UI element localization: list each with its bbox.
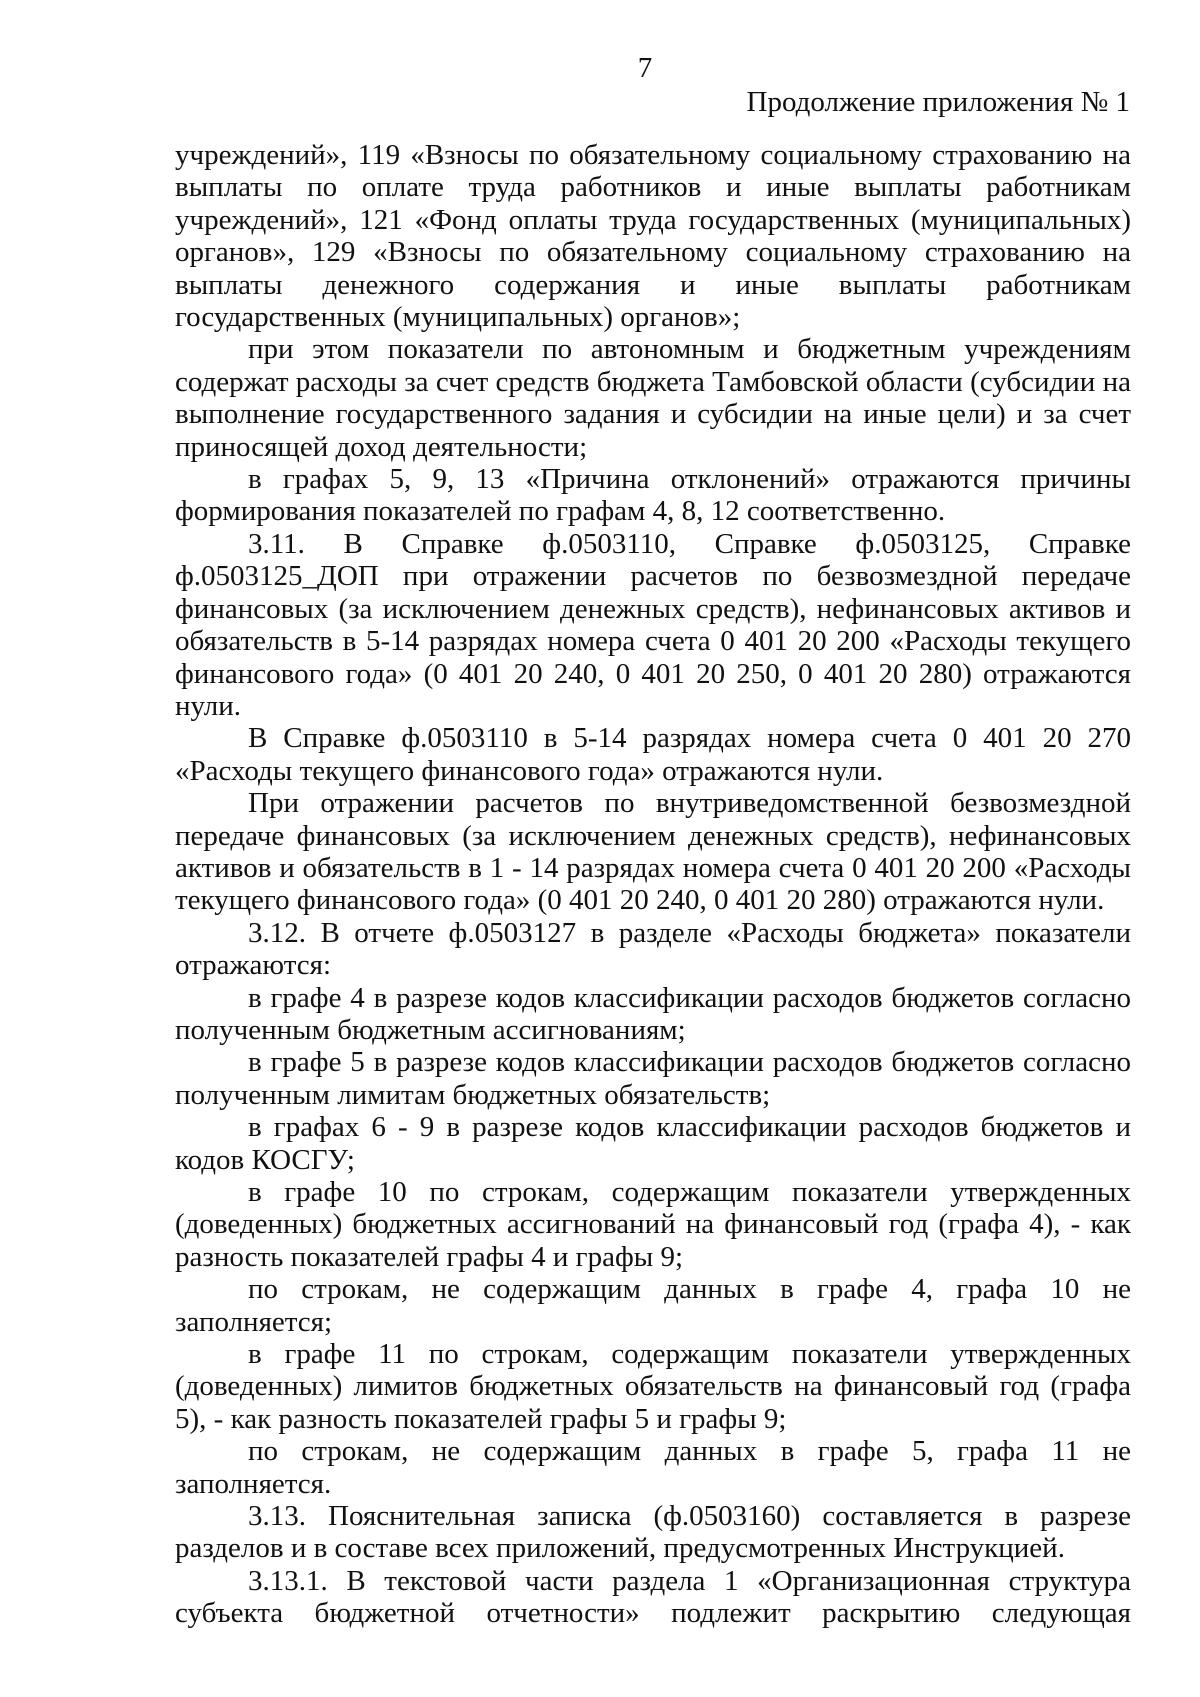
appendix-continuation-note: Продолжение приложения № 1 bbox=[746, 86, 1130, 118]
paragraph-deviation-reasons: в графах 5, 9, 13 «Причина отклонений» отражаются причины формирования показателей по графам 4, 8, 12 соответственно. bbox=[175, 463, 1131, 528]
paragraph-salary-articles: учреждений», 119 «Взносы по обязательному социальному страхованию на выплаты по оплате труда работников и иные выплаты работникам учреждений», 121 «Фонд оплаты труда государственных (муниципальных) органов», 129 «Взносы по обязательному социальному страхованию на выплаты денежного содержания и иные выплаты работникам государственных (муниципальных) органов»; bbox=[175, 139, 1131, 334]
paragraph-section-3-12: 3.12. В отчете ф.0503127 в разделе «Расходы бюджета» показатели отражаются: bbox=[175, 916, 1131, 982]
paragraph-intradepartmental-transfer: При отражении расчетов по внутриведомственной безвозмездной передаче финансовых (за исключением денежных средств), нефинансовых активов и обязательств в 1 - 14 разрядах номера счета 0 401 20 200 «Расходы текущего финансового года» (0 401 20 240, 0 401 20 280) отражаются нули. bbox=[175, 787, 1131, 917]
paragraph-column-11: в графе 11 по строкам, содержащим показатели утвержденных (доведенных) лимитов бюджетных обязательств на финансовый год (графа 5), - как разность показателей графы 5 и графы 9; bbox=[175, 1338, 1131, 1435]
paragraph-section-3-13: 3.13. Пояснительная записка (ф.0503160) составляется в разрезе разделов и в составе всех приложений, предусмотренных Инструкцией. bbox=[175, 1500, 1131, 1565]
paragraph-column-4: в графе 4 в разрезе кодов классификации расходов бюджетов согласно полученным бюджетным ассигнованиям; bbox=[175, 981, 1131, 1046]
paragraph-column-5: в графе 5 в разрезе кодов классификации расходов бюджетов согласно полученным лимитам бюджетных обязательств; bbox=[175, 1046, 1131, 1111]
paragraph-columns-6-9: в графах 6 - 9 в разрезе кодов классификации расходов бюджетов и кодов КОСГУ; bbox=[175, 1111, 1131, 1176]
paragraph-column-10-empty: по строкам, не содержащим данных в графе 4, графа 10 не заполняется; bbox=[175, 1273, 1131, 1338]
paragraph-column-11-empty: по строкам, не содержащим данных в графе 5, графа 11 не заполняется. bbox=[175, 1435, 1131, 1500]
document-body bbox=[175, 139, 1131, 1630]
paragraph-institution-indicators: при этом показатели по автономным и бюджетным учреждениям содержат расходы за счет средств бюджета Тамбовской области (субсидии на выполнение государственного задания и субсидии на иные цели) и за счет приносящей доход деятельности; bbox=[175, 333, 1131, 463]
paragraph-section-3-11: 3.11. В Справке ф.0503110, Справке ф.0503125, Справке ф.0503125_ДОП при отражении расчетов по безвозмездной передаче финансовых (за исключением денежных средств), нефинансовых активов и обязательств в 5-14 разрядах номера счета 0 401 20 200 «Расходы текущего финансового года» (0 401 20 240, 0 401 20 250, 0 401 20 280) отражаются нули. bbox=[175, 527, 1131, 722]
paragraph-reference-0503110: В Справке ф.0503110 в 5-14 разрядах номера счета 0 401 20 270 «Расходы текущего финансового года» отражаются нули. bbox=[175, 722, 1131, 787]
page-number: 7 bbox=[637, 52, 653, 84]
paragraph-section-3-13-1: 3.13.1. В текстовой части раздела 1 «Организационная структура субъекта бюджетной отчетности» подлежит раскрытию следующая bbox=[175, 1564, 1131, 1630]
paragraph-column-10: в графе 10 по строкам, содержащим показатели утвержденных (доведенных) бюджетных ассигнований на финансовый год (графа 4), - как разность показателей графы 4 и графы 9; bbox=[175, 1176, 1131, 1273]
